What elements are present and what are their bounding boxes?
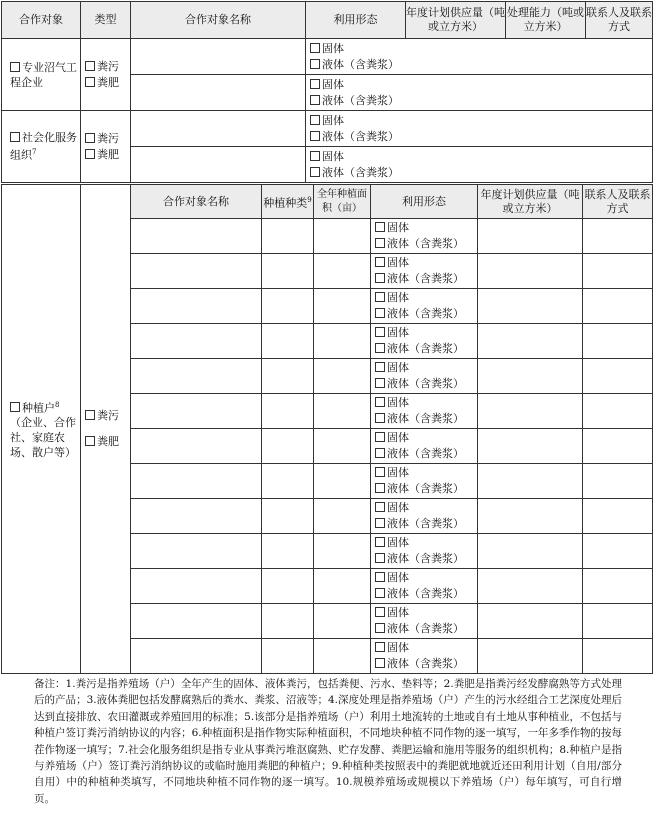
solid-checkbox[interactable] <box>310 79 320 89</box>
planter-name-cell[interactable] <box>131 429 262 464</box>
planter-description: （企业、合作社、家庭农场、散户等） <box>10 416 76 460</box>
liquid-checkbox[interactable] <box>375 238 385 248</box>
liquid-checkbox[interactable] <box>375 483 385 493</box>
feces-checkbox[interactable] <box>85 133 95 143</box>
solid-checkbox[interactable] <box>375 572 385 582</box>
partner-table-top <box>1 1 653 183</box>
area-cell[interactable] <box>314 359 371 394</box>
solid-checkbox[interactable] <box>375 607 385 617</box>
contact-cell[interactable] <box>583 639 653 674</box>
form-cell: 固体 液体（含粪浆） <box>371 639 478 674</box>
solid-checkbox[interactable] <box>375 642 385 652</box>
form-cell: 固体 液体（含粪浆） <box>306 75 653 111</box>
solid-checkbox[interactable] <box>375 292 385 302</box>
header-annual-supply: 年度计划供应量（吨或立方米） <box>406 2 506 39</box>
sub-header-partner-name: 合作对象名称 <box>131 185 262 219</box>
annual-supply-cell[interactable] <box>478 429 583 464</box>
header-capacity: 处理能力（吨或立方米） <box>506 2 586 39</box>
solid-checkbox[interactable] <box>310 115 320 125</box>
crop-type-cell[interactable] <box>262 219 314 254</box>
solid-checkbox[interactable] <box>375 397 385 407</box>
crop-type-cell[interactable] <box>262 604 314 639</box>
planter-name-cell[interactable] <box>131 604 262 639</box>
area-cell[interactable] <box>314 464 371 499</box>
planter-name-cell[interactable] <box>131 499 262 534</box>
solid-checkbox[interactable] <box>375 537 385 547</box>
planter-name-cell[interactable] <box>131 324 262 359</box>
planter-checkbox[interactable] <box>10 402 20 412</box>
liquid-checkbox[interactable] <box>375 518 385 528</box>
area-cell[interactable] <box>314 499 371 534</box>
annual-supply-cell[interactable] <box>478 534 583 569</box>
crop-type-cell[interactable] <box>262 534 314 569</box>
solid-checkbox[interactable] <box>375 327 385 337</box>
crop-type-cell[interactable] <box>262 254 314 289</box>
crop-type-cell[interactable] <box>262 289 314 324</box>
manure-checkbox[interactable] <box>85 149 95 159</box>
sub-header-contact: 联系人及联系方式 <box>583 185 653 219</box>
annual-supply-cell[interactable] <box>478 219 583 254</box>
area-cell[interactable] <box>314 569 371 604</box>
header-contact: 联系人及联系方式 <box>586 2 653 39</box>
solid-checkbox[interactable] <box>375 257 385 267</box>
solid-checkbox[interactable] <box>310 43 320 53</box>
contact-cell[interactable] <box>583 429 653 464</box>
crop-type-cell[interactable] <box>262 569 314 604</box>
liquid-checkbox[interactable] <box>375 273 385 283</box>
planter-name-cell[interactable] <box>131 464 262 499</box>
contact-cell[interactable] <box>583 569 653 604</box>
liquid-checkbox[interactable] <box>375 378 385 388</box>
form-cell: 固体 液体（含粪浆） <box>371 219 478 254</box>
planter-name-cell[interactable] <box>131 569 262 604</box>
solid-checkbox[interactable] <box>375 502 385 512</box>
planter-name-cell[interactable] <box>131 359 262 394</box>
planter-name-cell[interactable] <box>131 394 262 429</box>
header-partner-name: 合作对象名称 <box>131 2 306 39</box>
area-cell[interactable] <box>314 429 371 464</box>
area-cell[interactable] <box>314 394 371 429</box>
annual-supply-cell[interactable] <box>478 464 583 499</box>
footnote: 备注：1.粪污是指养殖场（户）全年产生的固体、液体粪污，包括粪便、污水、垫料等；2.粪肥是指粪污经发酵腐熟等方式处理后的产品；3.液体粪肥包括发酵腐熟后的粪水、粪浆、沼液等；4.深度处理是指养殖场（户）产生的污水经组合工艺深度处理后达到直接排放、农田灌溉或养殖回用的标准；5.该部分是指养殖场（户）利用土地流转的土地或自有土地从事种植业，不包括与种植户签订粪污消纳协议的内容；6.种植面积是指作物实际种植面积，不同地块种植不同作物的逐一填写，一年多季作物的按每茬作物逐一填写；7.社会化服务组织是指专业从事粪污堆沤腐熟、贮存发酵、粪肥运输和施用等服务的组织机构；8.种植户是指与养殖场（户）签订粪污消纳协议的或临时施用粪肥的种植户；9.种植种类按照表中的粪肥就地就近还田利用计划（自用/部分自用）中的种植种类填写，不同地块种植不同作物的逐一填写。10.规模养殖场或规模以下养殖场（户）每年填写，可自行增页。 <box>34 678 622 805</box>
name-cell[interactable] <box>131 75 306 111</box>
contact-cell[interactable] <box>583 464 653 499</box>
biogas-checkbox[interactable] <box>10 62 20 72</box>
area-cell[interactable] <box>314 219 371 254</box>
annual-supply-cell[interactable] <box>478 359 583 394</box>
manure-checkbox[interactable] <box>85 77 95 87</box>
contact-cell[interactable] <box>583 604 653 639</box>
name-cell[interactable] <box>131 147 306 183</box>
crop-type-cell[interactable] <box>262 359 314 394</box>
form-cell: 固体 液体（含粪浆） <box>306 147 653 183</box>
form-cell: 固体 液体（含粪浆） <box>371 464 478 499</box>
solid-checkbox[interactable] <box>375 222 385 232</box>
liquid-checkbox[interactable] <box>375 623 385 633</box>
biogas-category-cell: 粪污 粪肥 <box>81 39 131 111</box>
liquid-checkbox[interactable] <box>375 658 385 668</box>
annual-supply-cell[interactable] <box>478 324 583 359</box>
crop-type-cell[interactable] <box>262 394 314 429</box>
planter-table <box>1 184 653 674</box>
liquid-checkbox[interactable] <box>310 131 320 141</box>
solid-checkbox[interactable] <box>310 151 320 161</box>
liquid-checkbox[interactable] <box>375 588 385 598</box>
form-cell: 固体 液体（含粪浆） <box>371 499 478 534</box>
planter-name-cell[interactable] <box>131 219 262 254</box>
header-utilization-form: 利用形态 <box>306 2 406 39</box>
area-cell[interactable] <box>314 639 371 674</box>
planter-partner-cell: 种植户$^8$ （企业、合作社、家庭农场、散户等） <box>2 185 81 674</box>
liquid-checkbox[interactable] <box>375 308 385 318</box>
manure-checkbox[interactable] <box>85 436 95 446</box>
form-cell: 固体 液体（含粪浆） <box>306 39 653 75</box>
annual-supply-cell[interactable] <box>478 569 583 604</box>
name-cell[interactable] <box>131 111 306 147</box>
biogas-partner-cell: 专业沼气工程企业 <box>2 39 81 111</box>
crop-type-cell[interactable] <box>262 499 314 534</box>
contact-cell[interactable] <box>583 499 653 534</box>
feces-checkbox[interactable] <box>85 410 95 420</box>
liquid-checkbox[interactable] <box>310 95 320 105</box>
annual-supply-cell[interactable] <box>478 289 583 324</box>
service-partner-cell: 社会化服务组织$^7$ <box>2 111 81 183</box>
planter-name-cell[interactable] <box>131 289 262 324</box>
name-cell[interactable] <box>131 39 306 75</box>
form-cell: 固体 液体（含粪浆） <box>371 569 478 604</box>
area-cell[interactable] <box>314 289 371 324</box>
liquid-checkbox[interactable] <box>375 343 385 353</box>
form-cell: 固体 液体（含粪浆） <box>371 324 478 359</box>
annual-supply-cell[interactable] <box>478 394 583 429</box>
area-cell[interactable] <box>314 604 371 639</box>
annual-supply-cell[interactable] <box>478 604 583 639</box>
contact-cell[interactable] <box>583 534 653 569</box>
contact-cell[interactable] <box>583 359 653 394</box>
form-cell: 固体 液体（含粪浆） <box>371 534 478 569</box>
form-cell: 固体 液体（含粪浆） <box>371 289 478 324</box>
liquid-checkbox[interactable] <box>375 413 385 423</box>
contact-cell[interactable] <box>583 254 653 289</box>
area-cell[interactable] <box>314 324 371 359</box>
service-category-cell: 粪污 粪肥 <box>81 111 131 183</box>
solid-checkbox[interactable] <box>375 362 385 372</box>
annual-supply-cell[interactable] <box>478 499 583 534</box>
solid-checkbox[interactable] <box>375 467 385 477</box>
liquid-checkbox[interactable] <box>375 553 385 563</box>
planter-name-cell[interactable] <box>131 534 262 569</box>
form-cell: 固体 液体（含粪浆） <box>371 429 478 464</box>
planter-name-cell[interactable] <box>131 639 262 674</box>
sub-header-annual-supply: 年度计划供应量（吨或立方米） <box>478 185 583 219</box>
contact-cell[interactable] <box>583 289 653 324</box>
crop-type-cell[interactable] <box>262 464 314 499</box>
solid-checkbox[interactable] <box>375 432 385 442</box>
form-cell: 固体 液体（含粪浆） <box>371 604 478 639</box>
liquid-checkbox[interactable] <box>310 59 320 69</box>
area-cell[interactable] <box>314 254 371 289</box>
liquid-checkbox[interactable] <box>310 167 320 177</box>
form-cell: 固体 液体（含粪浆） <box>371 394 478 429</box>
form-cell: 固体 液体（含粪浆） <box>306 111 653 147</box>
service-checkbox[interactable] <box>10 132 20 142</box>
contact-cell[interactable] <box>583 324 653 359</box>
liquid-checkbox[interactable] <box>375 448 385 458</box>
sub-header-utilization-form: 利用形态 <box>371 185 478 219</box>
area-cell[interactable] <box>314 534 371 569</box>
contact-cell[interactable] <box>583 219 653 254</box>
form-cell: 固体 液体（含粪浆） <box>371 359 478 394</box>
header-partner-type: 合作对象 <box>2 2 81 39</box>
annual-supply-cell[interactable] <box>478 639 583 674</box>
contact-cell[interactable] <box>583 394 653 429</box>
sub-header-crop-type: 种植种类$^9$ <box>262 185 314 219</box>
sub-header-area: 全年种植面积（亩） <box>314 185 371 219</box>
feces-checkbox[interactable] <box>85 61 95 71</box>
planter-category-cell: 粪污 粪肥 <box>81 185 131 674</box>
planter-name-cell[interactable] <box>131 254 262 289</box>
annual-supply-cell[interactable] <box>478 254 583 289</box>
header-category: 类型 <box>81 2 131 39</box>
crop-type-cell[interactable] <box>262 324 314 359</box>
crop-type-cell[interactable] <box>262 429 314 464</box>
form-cell: 固体 液体（含粪浆） <box>371 254 478 289</box>
crop-type-cell[interactable] <box>262 639 314 674</box>
